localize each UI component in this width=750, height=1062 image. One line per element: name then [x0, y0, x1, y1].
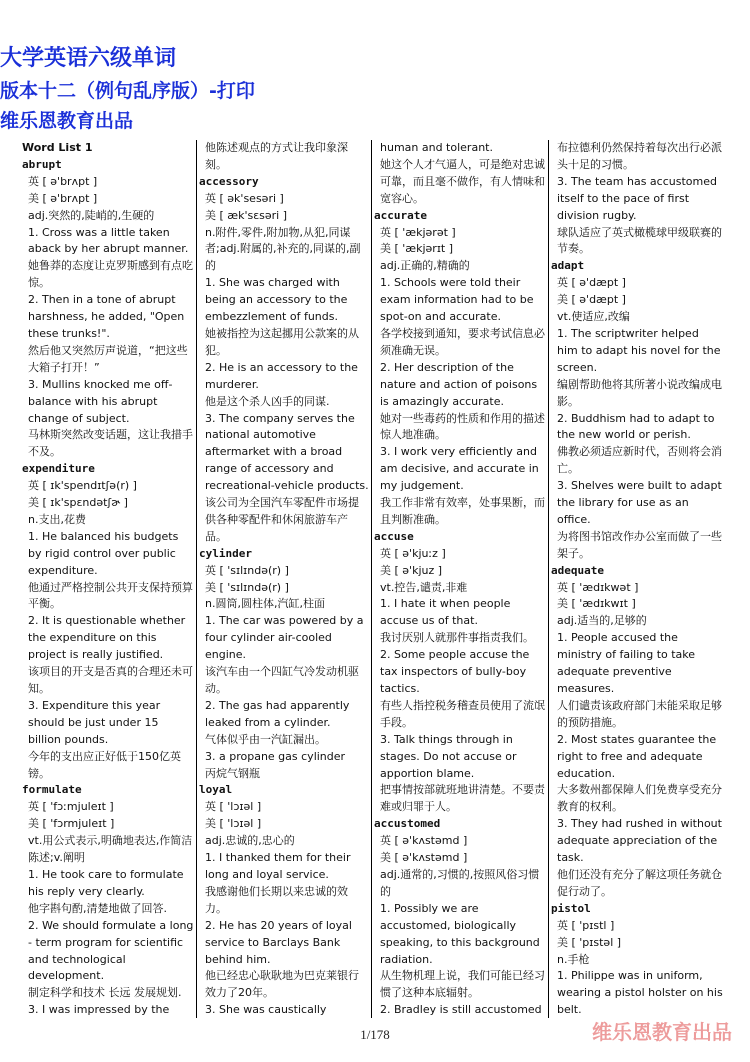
entry-line: 他们还没有充分了解这项任务就仓促行动了。 [557, 867, 722, 898]
entry-line: 2. We should formulate a long - term program for scientific and technological development. [28, 918, 194, 983]
entry-line: 美 [ ə'dæpt ] [557, 293, 626, 307]
entry-line: 美 [ ə'kʌstəmd ] [380, 851, 468, 865]
entry-line: 美 [ 'pɪstəl ] [557, 935, 622, 949]
column-3 [374, 140, 546, 1018]
entry-line: 美 [ 'ækjərɪt ] [380, 242, 454, 256]
entry-line: 佛教必须适应新时代，否则将会消亡。 [557, 445, 722, 476]
entry-line: 美 [ 'fɔrmjuleɪt ] [28, 817, 115, 831]
entry-line: 美 [ 'sɪlɪndə(r) ] [205, 580, 289, 594]
entry-line: 她这个人才气逼人，可是绝对忠诚可靠，而且毫不做作，有人情味和宽容心。 [380, 157, 545, 205]
entry-line: 英 [ ə'kʌstəmd ] [380, 834, 468, 848]
entry-line: 英 [ 'lɔɪəl ] [205, 800, 262, 814]
headword: loyal [199, 783, 233, 797]
entry-line: 2. He is an accessory to the murderer. [205, 360, 358, 391]
document-subtitle: 版本十二（例句乱序版）-打印 [0, 80, 255, 102]
entry-line: 3. a propane gas cylinder [205, 749, 346, 763]
entry-line: 1. Schools were told their exam information had to be spot-on and accurate. [380, 276, 534, 324]
entry-line: adj.突然的,陡峭的,生硬的 [28, 208, 155, 222]
entry-line: 3. Expenditure this year should be just under 15 billion pounds. [28, 698, 161, 746]
entry-line: 我工作非常有效率，处事果断，而且判断准确。 [380, 496, 545, 526]
document-title: 大学英语六级单词 [0, 46, 177, 71]
entry-line: n.附件,零件,附加物,从犯,同谋者;adj.附属的,补充的,同谋的,副的 [205, 225, 361, 273]
entry-line: 1. She was charged with being an accessory to the embezzlement of funds. [205, 276, 348, 324]
headword: accustomed [374, 817, 441, 831]
entry-line: n.手枪 [557, 952, 590, 966]
headword: accurate [374, 208, 427, 222]
entry-line: 布拉德利仍然保持着每次出行必派头十足的习惯。 [557, 141, 722, 171]
entry-line: 2. Her description of the nature and action of poisons is amazingly accurate. [380, 360, 538, 408]
column-4 [551, 140, 723, 1018]
column-2 [199, 140, 369, 1018]
entry-line: 编剧帮助他将其所著小说改编成电影。 [557, 377, 722, 408]
entry-line: 1. Philippe was in uniform, wearing a pistol holster on his belt. [557, 969, 723, 1017]
entry-line: 各学校接到通知，要求考试信息必须准确无误。 [380, 326, 545, 357]
word-list-heading: Word List 1 [22, 141, 93, 154]
entry-line: 2. Most states guarantee the right to free and adequate education. [557, 732, 717, 780]
entry-line: 我讨厌别人就那件事指责我们。 [380, 631, 534, 645]
entry-line: human and tolerant. [380, 141, 493, 154]
page-number: 1/178 [360, 1027, 390, 1042]
entry-line: 英 [ 'sɪlɪndə(r) ] [205, 563, 289, 577]
entry-line: 他陈述观点的方式让我印象深刻。 [205, 141, 348, 171]
entry-line: 人们谴责该政府部门未能采取足够的预防措施。 [557, 698, 722, 729]
entry-line: 英 [ 'ædɪkwət ] [557, 580, 639, 594]
headword: formulate [22, 783, 82, 797]
publisher-line: 维乐恩教育出品 [0, 110, 134, 132]
entry-line: 为将图书馆改作办公室而做了一些架子。 [557, 529, 722, 560]
entry-line: 该汽车由一个四缸气冷发动机驱动。 [205, 665, 359, 695]
word-list-columns [22, 140, 724, 1018]
entry-line: 2. He has 20 years of loyal service to Barclays Bank behind him. [205, 918, 352, 966]
entry-line: 他通过严格控制公共开支保持预算平衡。 [28, 580, 193, 611]
headword: adequate [551, 563, 604, 577]
headword: accuse [374, 529, 414, 543]
entry-line: 英 [ ə'dæpt ] [557, 276, 626, 290]
entry-line: 3. They had rushed in without adequate appreciation of the task. [557, 817, 722, 865]
entry-line: 丙烷气钢瓶 [205, 766, 260, 780]
entry-line: 英 [ 'pɪstl ] [557, 918, 615, 932]
column-1 [22, 140, 196, 1018]
entry-line: 她鲁莽的态度让克罗斯感到有点吃惊。 [28, 259, 193, 290]
entry-line: 1. The scriptwriter helped him to adapt his novel for the screen. [557, 326, 721, 374]
entry-line: 他是这个杀人凶手的同谋. [205, 394, 330, 408]
entry-line: vt.控告,谴责,非难 [380, 580, 468, 594]
entry-line: 1. Cross was a little taken aback by her abrupt manner. [28, 225, 189, 256]
entry-line: vt.使适应,改编 [557, 310, 630, 324]
entry-line: 美 [ 'lɔɪəl ] [205, 817, 262, 831]
entry-line: 2. The gas had apparently leaked from a cylinder. [205, 698, 350, 729]
entry-line: 马林斯突然改变话题，这让我措手不及。 [28, 428, 193, 459]
column-divider [548, 140, 549, 1018]
entry-line: 3. I was impressed by the [28, 1003, 170, 1017]
entry-line: 3. I work very efficiently and am decisive, and accurate in my judgement. [380, 445, 539, 493]
entry-line: 美 [ ɪk'spɛndətʃɚ ] [28, 496, 128, 510]
entry-line: 英 [ 'ækjərət ] [380, 225, 456, 239]
headword: abrupt [22, 157, 62, 171]
entry-line: 1. He balanced his budgets by rigid control over public expenditure. [28, 529, 179, 577]
entry-line: 她被指控为这起挪用公款案的从犯。 [205, 326, 359, 357]
headword: cylinder [199, 546, 252, 560]
entry-line: adj.正确的,精确的 [380, 259, 470, 273]
entry-line: 美 [ 'ædɪkwɪt ] [557, 597, 636, 611]
entry-line: vt.用公式表示,明确地表达,作简洁陈述;v.阐明 [28, 834, 193, 865]
entry-line: 2. Then in a tone of abrupt harshness, he added, "Open these trunks!". [28, 293, 185, 340]
entry-line: 英 [ ɪk'spendɪtʃə(r) ] [28, 479, 137, 493]
entry-line: 今年的支出应正好低于150亿英镑。 [28, 749, 181, 780]
headword: adapt [551, 259, 585, 273]
watermark-logo: 维乐恩教育出品 [592, 1020, 732, 1044]
entry-line: 大多数州都保障人们免费享受充分教育的权利。 [557, 783, 722, 814]
entry-line: 1. People accused the ministry of failing to take adequate preventive measures. [557, 631, 696, 695]
entry-line: n.支出,花费 [28, 512, 86, 526]
entry-line: 气体似乎由一汽缸漏出。 [205, 732, 326, 746]
entry-line: 3. She was caustically [205, 1003, 327, 1017]
entry-line: 1. He took care to formulate his reply very clearly. [28, 867, 184, 898]
headword: pistol [551, 901, 591, 915]
headword: accessory [199, 174, 259, 188]
entry-line: 把事情按部就班地讲清楚。不要责难或归罪于人。 [380, 783, 545, 814]
entry-line: 该公司为全国汽车零配件市场提供各种零配件和休闲旅游车产品。 [205, 496, 359, 543]
entry-line: adj.忠诚的,忠心的 [205, 834, 295, 848]
entry-line: 英 [ ə'brʌpt ] [28, 174, 98, 188]
entry-line: 他已经忠心耿耿地为巴克莱银行效力了20年。 [205, 969, 359, 1000]
entry-line: 有些人指控税务稽查员使用了流氓手段。 [380, 698, 545, 729]
entry-line: 球队适应了英式橄榄球甲级联赛的节奏。 [557, 225, 722, 256]
column-divider [371, 140, 372, 1018]
entry-line: 3. Shelves were built to adapt the library for use as an office. [557, 479, 722, 526]
entry-line: 2. Some people accuse the tax inspectors of bully-boy tactics. [380, 648, 530, 695]
entry-line: 从生物机理上说，我们可能已经习惯了这种本底辐射。 [380, 969, 545, 1000]
entry-line: 然后他又突然厉声说道，“把这些大箱子打开！” [28, 343, 188, 374]
entry-line: 该项目的开支是否真的合理还未可知。 [28, 665, 193, 695]
entry-line: 3. The team has accustomed itself to the pace of first division rugby. [557, 174, 717, 222]
entry-line: 她对一些毒药的性质和作用的描述惊人地准确。 [380, 411, 545, 442]
entry-line: 英 [ ə'kjuːz ] [380, 546, 446, 560]
entry-line: 1. I hate it when people accuse us of that. [380, 597, 511, 628]
entry-line: 美 [ æk'sɛsəri ] [205, 208, 288, 222]
entry-line: 我感谢他们长期以来忠诚的效力。 [205, 884, 348, 915]
entry-line: 3. The company serves the national automotive aftermarket with a broad range of accessory and recreational-vehicle products. [205, 411, 369, 493]
entry-line: 制定科学和技术 长远 发展规划. [28, 986, 182, 1000]
entry-line: 他字斟句酌,清楚地做了回答. [28, 901, 167, 915]
entry-line: 3. Mullins knocked me off-balance with his abrupt change of subject. [28, 377, 173, 425]
entry-line: 英 [ ək'sesəri ] [205, 191, 284, 205]
column-divider [196, 140, 197, 1018]
entry-line: 1. The car was powered by a four cylinder air-cooled engine. [205, 614, 364, 662]
entry-line: 英 [ 'fɔːmjuleɪt ] [28, 800, 114, 814]
entry-line: adj.适当的,足够的 [557, 614, 647, 628]
entry-line: 2. Buddhism had to adapt to the new world or perish. [557, 411, 715, 442]
entry-line: adj.通常的,习惯的,按照风俗习惯的 [380, 867, 540, 898]
entry-line: 2. Bradley is still accustomed [380, 1003, 542, 1017]
entry-line: 美 [ ə'kjuz ] [380, 563, 443, 577]
entry-line: 美 [ ə'brʌpt ] [28, 191, 98, 205]
headword: expenditure [22, 462, 95, 476]
entry-line: 1. Possibly we are accustomed, biologically speaking, to this background radiation. [380, 901, 540, 966]
entry-line: 1. I thanked them for their long and loyal service. [205, 851, 351, 881]
entry-line: 2. It is questionable whether the expenditure on this project is really justified. [28, 614, 186, 662]
entry-line: 3. Talk things through in stages. Do not accuse or apportion blame. [380, 732, 517, 780]
entry-line: n.圆筒,圆柱体,汽缸,柱面 [205, 597, 325, 611]
